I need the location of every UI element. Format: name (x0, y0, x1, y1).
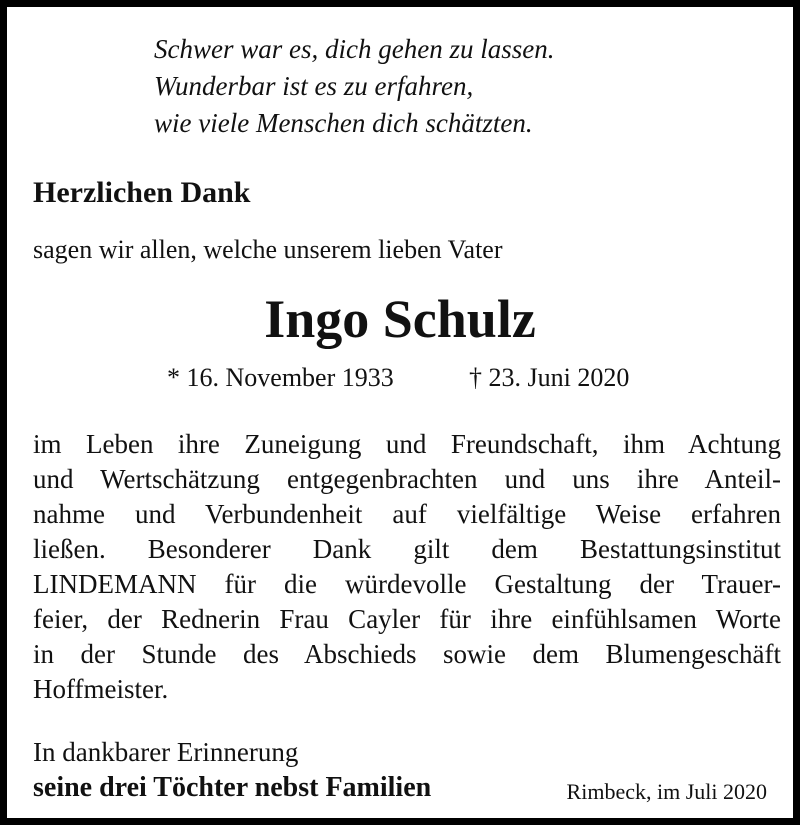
thanks-heading: Herzlichen Dank (33, 176, 251, 209)
body-line: im Leben ihre Zuneigung und Freundschaft, ihm Achtung (33, 429, 781, 459)
deceased-name: Ingo Schulz (264, 289, 536, 349)
body-line: LINDEMANN für die würdevolle Gestaltung der Trauer- (33, 569, 781, 599)
thanks-body (33, 427, 781, 707)
poem-line: Wunderbar ist es zu erfahren, (154, 71, 474, 101)
poem-line: wie viele Menschen dich schätzten. (154, 108, 533, 138)
body-line: Hoffmeister. (33, 674, 169, 704)
intro-text: sagen wir allen, welche unserem lieben Vater (33, 235, 503, 264)
poem (154, 31, 554, 142)
poem-line: Schwer war es, dich gehen zu lassen. (154, 34, 555, 64)
body-line: in der Stunde des Abschieds sowie dem Blumengeschäft (33, 639, 781, 669)
signature: seine drei Töchter nebst Familien (33, 772, 432, 803)
place-date: Rimbeck, im Juli 2020 (566, 779, 767, 804)
birth-date: * 16. November 1933 (167, 363, 394, 392)
body-line: feier, der Rednerin Frau Cayler für ihre einfühlsamen Worte (33, 604, 781, 634)
memory-line: In dankbarer Erinnerung (33, 737, 299, 767)
death-date: † 23. Juni 2020 (469, 363, 630, 392)
body-line: nahme und Verbundenheit auf vielfältige Weise erfahren (33, 499, 781, 529)
body-line: ließen. Besonderer Dank gilt dem Bestattungsinstitut (33, 534, 781, 564)
body-line: und Wertschätzung entgegenbrachten und uns ihre Anteil- (33, 464, 781, 494)
